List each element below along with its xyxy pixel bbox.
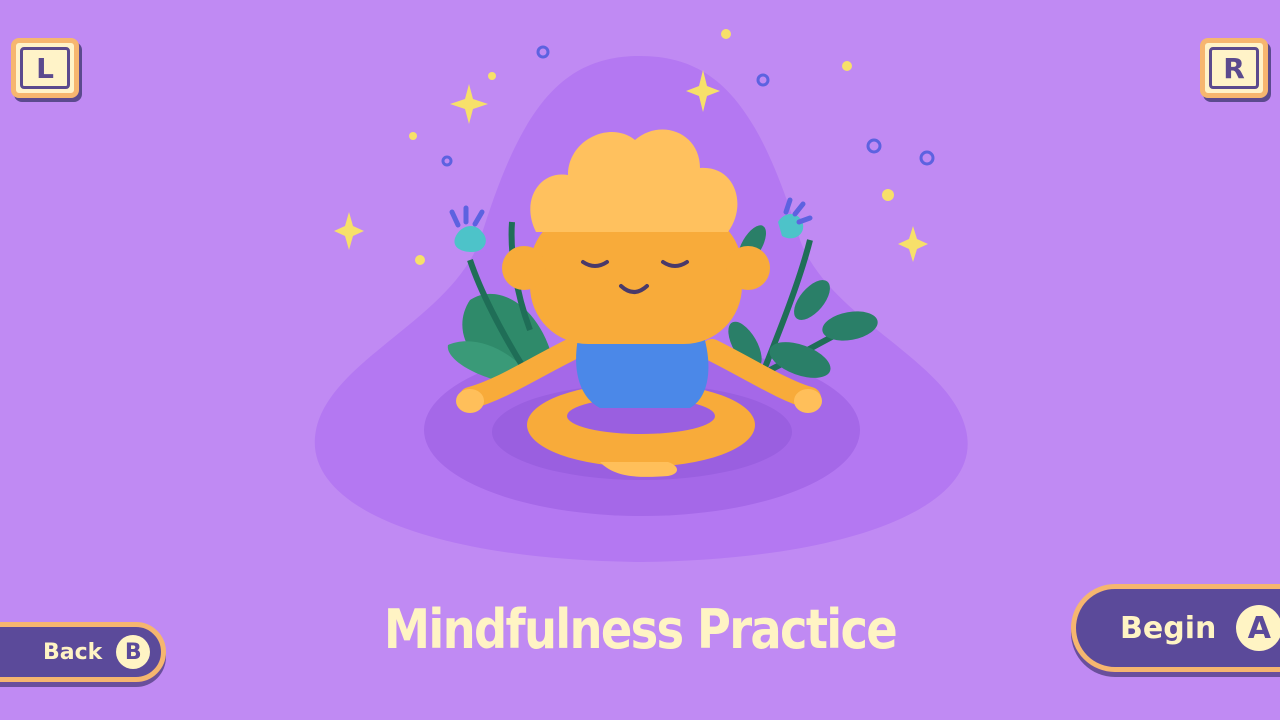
flower-icon [454,226,485,252]
sparkle-icon [898,226,928,262]
sparkle-icon [450,84,488,124]
dot-icon [415,255,425,265]
back-button[interactable] [0,622,166,682]
flower-icon [778,214,803,238]
back-button-label: Back [43,639,103,665]
begin-button-label: Begin [1120,610,1217,646]
ring-icon [538,47,548,57]
ring-icon [921,152,933,164]
page-title: Mindfulness Practice [383,598,897,661]
a-button-icon: A [1236,605,1280,651]
ring-icon [443,157,451,165]
dot-icon [488,72,496,80]
l-shoulder-button[interactable] [11,38,79,98]
begin-button[interactable] [1071,584,1280,672]
dot-icon [721,29,731,39]
ring-icon [758,75,768,85]
sparkle-icon [334,212,364,250]
r-shoulder-button[interactable] [1200,38,1268,98]
l-shoulder-label: L [36,51,54,85]
dot-icon [882,189,894,201]
dot-icon [409,132,417,140]
b-button-icon: B [116,635,150,669]
r-shoulder-label: R [1223,51,1245,85]
dot-icon [842,61,852,71]
ring-icon [868,140,880,152]
